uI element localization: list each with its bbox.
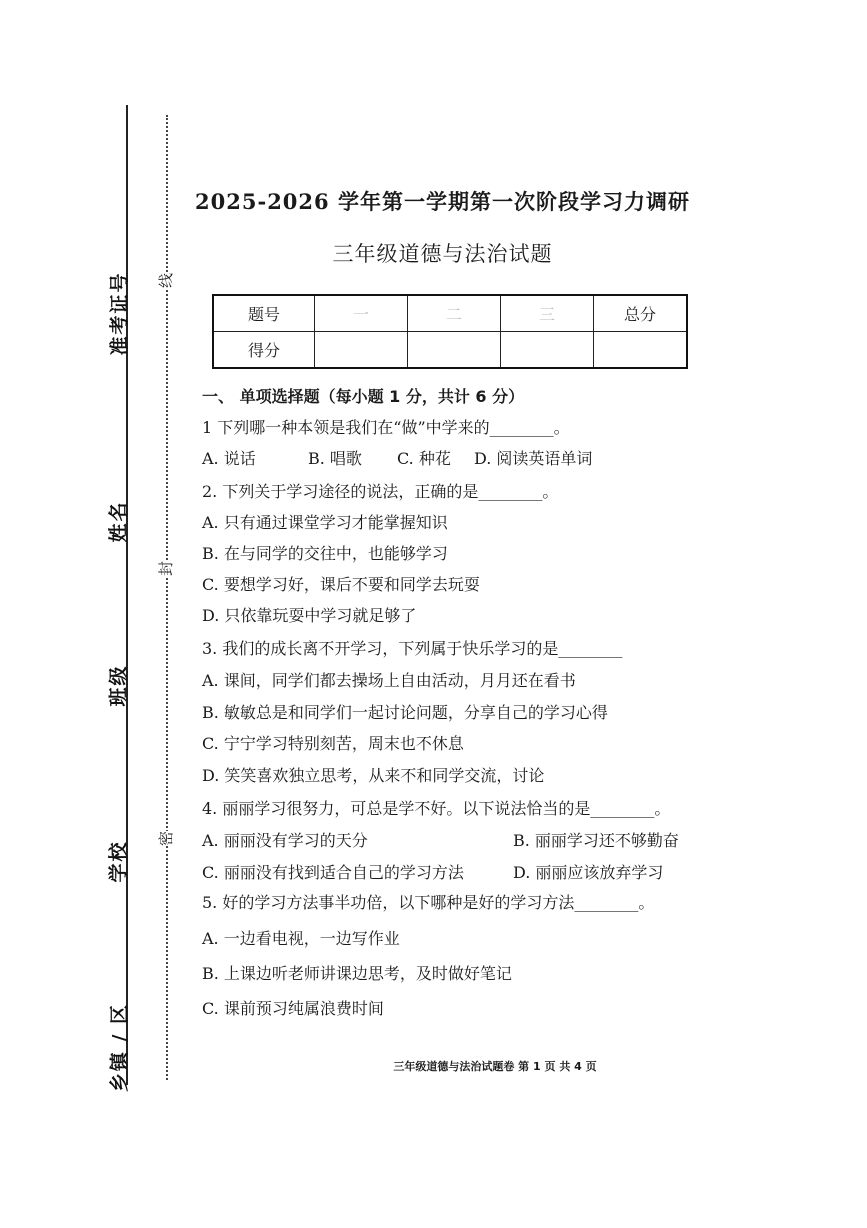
seal-dotted-line: [166, 115, 168, 1080]
score-table-header-row: [213, 295, 687, 332]
score-table-cell: 一: [315, 295, 408, 332]
option: B. 唱歌: [308, 449, 362, 468]
option: C. 种花: [397, 449, 451, 468]
option: A. 说话: [202, 449, 256, 468]
township-label: 乡镇 / 区: [108, 1002, 131, 1093]
option: D. 笑笑喜欢独立思考，从来不和同学交流，讨论: [202, 766, 545, 785]
score-table: [212, 294, 688, 369]
score-cell: [315, 332, 408, 369]
score-table-cell: 总分: [594, 295, 688, 332]
option: B. 敏敏总是和同学们一起讨论问题，分享自己的学习心得: [202, 703, 608, 722]
score-table-cell: 题号: [213, 295, 315, 332]
score-cell: [501, 332, 594, 369]
exam-subtitle: 三年级道德与法治试题: [332, 242, 553, 266]
option: A. 只有通过课堂学习才能掌握知识: [202, 513, 448, 532]
option: B. 在与同学的交往中，也能够学习: [202, 544, 448, 563]
section-heading: 一、 单项选择题（每小题 1 分，共计 6 分）: [202, 387, 525, 406]
exam-number-label: 准考证号: [108, 271, 131, 356]
score-cell: [594, 332, 688, 369]
option: D. 只依靠玩耍中学习就足够了: [202, 606, 417, 625]
page-footer: 三年级道德与法治试题卷 第 1 页 共 4 页: [393, 1060, 597, 1073]
option: C. 宁宁学习特别刻苦，周末也不休息: [202, 734, 464, 753]
option: C. 丽丽没有找到适合自己的学习方法: [202, 863, 464, 882]
option: B. 上课边听老师讲课边思考，及时做好笔记: [202, 964, 512, 983]
name-label: 姓名: [107, 500, 130, 543]
option: D. 丽丽应该放弃学习: [513, 863, 664, 882]
seal-char-feng: 封: [153, 561, 178, 576]
option: C. 课前预习纯属浪费时间: [202, 999, 384, 1018]
option: C. 要想学习好，课后不要和同学去玩耍: [202, 575, 480, 594]
score-table-cell: 三: [501, 295, 594, 332]
option: D. 阅读英语单词: [474, 449, 593, 468]
question-stem: 2. 下列关于学习途径的说法，正确的是________。: [202, 482, 559, 501]
score-table-cell: 得分: [213, 332, 315, 369]
option: A. 课间，同学们都去操场上自由活动，月月还在看书: [202, 671, 576, 690]
option: A. 丽丽没有学习的天分: [202, 831, 368, 850]
score-cell: [408, 332, 501, 369]
score-table-score-row: [213, 332, 687, 369]
question-stem: 4. 丽丽学习很努力，可总是学不好。以下说法恰当的是________。: [202, 799, 671, 818]
question-stem: 3. 我们的成长离不开学习，下列属于快乐学习的是________: [202, 639, 623, 658]
exam-title: 2025-2026 学年第一学期第一次阶段学习力调研: [195, 189, 690, 214]
option: B. 丽丽学习还不够勤奋: [513, 831, 679, 850]
school-label: 学校: [107, 840, 130, 883]
binding-line: [126, 105, 128, 1085]
question-stem: 5. 好的学习方法事半功倍，以下哪种是好的学习方法________。: [202, 893, 655, 912]
score-table-cell: 二: [408, 295, 501, 332]
class-label: 班级: [107, 664, 130, 707]
seal-char-xian: 线: [153, 273, 178, 288]
seal-char-mi: 密: [153, 831, 178, 846]
option: A. 一边看电视，一边写作业: [202, 929, 400, 948]
question-stem: 1 下列哪一种本领是我们在“做”中学来的________。: [202, 418, 570, 437]
